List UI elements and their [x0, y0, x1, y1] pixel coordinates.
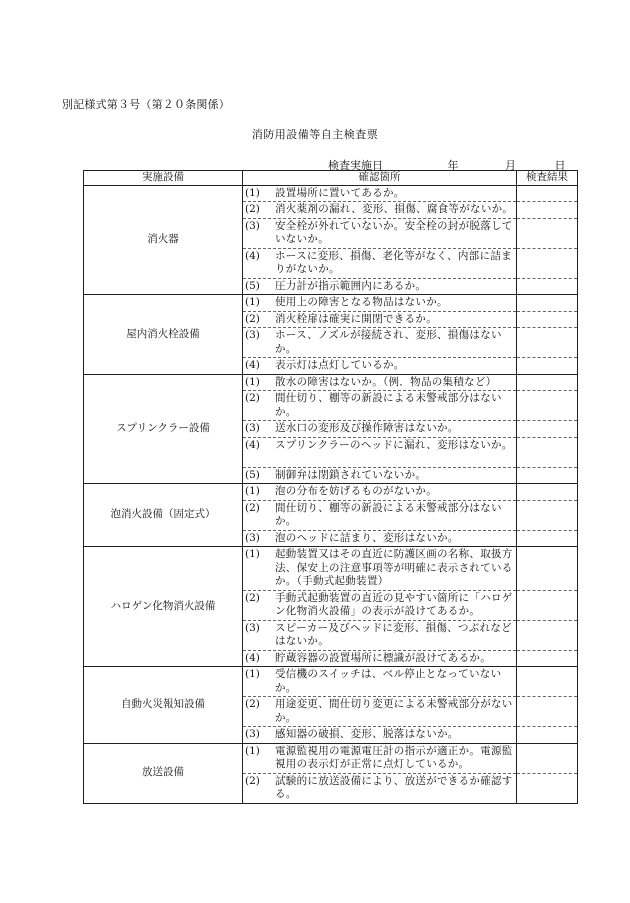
check-item-text: 試験的に放送設備により、放送ができるか確認する。 [275, 774, 513, 800]
check-item [243, 667, 516, 697]
check-item [243, 484, 516, 501]
check-item-text: スプリンクラーのヘッドに漏れ、変形はないか。 [275, 438, 513, 451]
result-entry[interactable] [517, 697, 577, 727]
check-items-cell [243, 743, 517, 803]
check-item-text: 安全栓が外れていないか。安全栓の封が脱落していないか。 [275, 219, 513, 245]
check-item [243, 279, 516, 295]
table-row [84, 484, 578, 547]
check-item [243, 421, 516, 438]
check-item-number: (2) [245, 591, 260, 604]
header-result: 検査結果 [517, 171, 578, 186]
result-entry[interactable] [517, 219, 577, 249]
table-row [84, 185, 578, 295]
result-cell [517, 667, 578, 744]
equipment-cell: 自動火災報知設備 [84, 667, 243, 744]
check-item-number: (4) [245, 651, 260, 664]
check-item [243, 295, 516, 312]
check-item-number: (1) [245, 548, 260, 560]
check-item-text: 設置場所に置いてあるか。 [275, 186, 405, 199]
check-item-text: 表示灯は点灯しているか。 [275, 359, 405, 371]
result-entry[interactable] [517, 547, 577, 591]
result-cell [517, 484, 578, 547]
check-item [243, 774, 516, 803]
check-item [243, 312, 516, 329]
result-entry[interactable] [517, 328, 577, 358]
check-item-number: (3) [245, 621, 260, 634]
result-cell [517, 295, 578, 375]
check-item [243, 249, 516, 279]
check-item-text: 制御弁は閉鎖されていないか。 [275, 468, 427, 481]
check-item-number: (1) [245, 375, 260, 388]
equipment-cell: 泡消火設備（固定式） [84, 484, 243, 547]
table-header-row [84, 171, 578, 186]
check-item [243, 391, 516, 421]
result-entry[interactable] [517, 295, 577, 312]
check-item-text: スピーカー及びヘッドに変形、損傷、つぶれなどはないか。 [275, 621, 512, 647]
result-entry[interactable] [517, 421, 577, 438]
header-equipment: 実施設備 [84, 171, 243, 186]
check-item-number: (1) [245, 186, 260, 199]
check-item [243, 202, 516, 219]
check-item-number: (1) [245, 744, 260, 757]
check-item [243, 468, 516, 484]
check-item-text: 圧力計が指示範囲内にあるか。 [275, 279, 427, 292]
check-item [243, 531, 516, 547]
check-item-text: 用途変更、間仕切り変更による未警戒部分がないか。 [275, 698, 513, 724]
check-item-number: (4) [245, 359, 260, 371]
check-item-number: (2) [245, 392, 260, 404]
check-items-cell [243, 374, 517, 484]
result-entry[interactable] [517, 312, 577, 329]
table-row [84, 743, 578, 803]
result-entry[interactable] [517, 375, 577, 392]
check-items-cell [243, 295, 517, 375]
check-items-cell [243, 547, 517, 667]
inspection-table [83, 170, 578, 804]
check-item-number: (5) [245, 468, 260, 481]
check-item [243, 547, 516, 591]
result-entry[interactable] [517, 391, 577, 421]
check-item-number: (4) [245, 249, 260, 262]
check-item-text: ホース、ノズルが接続され、変形、損傷はないか。 [275, 329, 502, 355]
check-item-number: (2) [245, 774, 260, 787]
check-item [243, 651, 516, 667]
check-item [243, 727, 516, 743]
check-item [243, 375, 516, 392]
check-item-text: 送水口の変形及び操作障害はないか。 [275, 422, 459, 434]
check-item-text: 泡のヘッドに詰まり、変形はないか。 [275, 531, 459, 544]
result-cell [517, 743, 578, 803]
check-item-number: (1) [245, 668, 260, 680]
check-item-number: (2) [245, 203, 260, 215]
check-item-number: (2) [245, 312, 260, 325]
check-item-text: 起動装置又はその直近に防護区画の名称、取扱方法、保安上の注意事項等が明確に表示されているか。（手動式起動装置） [275, 548, 513, 587]
result-entry[interactable] [517, 651, 577, 667]
form-number: 別記様式第３号（第２０条関係） [62, 98, 230, 111]
check-item-text: 感知器の破損、変形、脱落はないか。 [275, 728, 459, 740]
table-row [84, 667, 578, 744]
result-entry[interactable] [517, 249, 577, 279]
result-entry[interactable] [517, 279, 577, 295]
check-item [243, 621, 516, 651]
check-item-text: 消火栓扉は確実に開閉できるか。 [275, 312, 437, 325]
header-locations: 確認箇所 [243, 171, 517, 186]
date-month-label: 月 [505, 159, 516, 172]
check-items-cell [243, 185, 517, 295]
equipment-cell: 屋内消火栓設備 [84, 295, 243, 375]
equipment-cell: 消火器 [84, 185, 243, 295]
check-item-text: 間仕切り、棚等の新設による未警戒部分はないか。 [275, 501, 502, 527]
document-title: 消防用設備等自主検査票 [251, 128, 379, 141]
check-items-cell [243, 484, 517, 547]
check-item [243, 591, 516, 621]
result-cell [517, 547, 578, 667]
check-item [243, 744, 516, 774]
result-entry[interactable] [517, 744, 577, 774]
result-entry[interactable] [517, 358, 577, 374]
check-item-text: 使用上の障害となる物品はないか。 [275, 296, 448, 308]
date-year-label: 年 [447, 159, 459, 172]
result-entry[interactable] [517, 501, 577, 531]
check-item-number: (1) [245, 296, 260, 308]
check-item-number: (2) [245, 501, 260, 514]
result-entry[interactable] [517, 591, 577, 621]
result-entry[interactable] [517, 202, 577, 219]
result-cell [517, 374, 578, 484]
check-item-text: 間仕切り、棚等の新設による未警戒部分はないか。 [275, 392, 502, 418]
result-entry[interactable] [517, 468, 577, 484]
check-item [243, 219, 516, 249]
check-item-text: 散水の障害はないか。（例．物品の集積など） [275, 375, 497, 388]
inspection-date-label: 検査実施日 [328, 159, 383, 172]
check-item-text: 手動式起動装置の直近の見やすい箇所に「ハロゲン化物消火設備」の表示が設けてあるか。 [275, 591, 513, 617]
check-item-text: 泡の分布を妨げるものがないか。 [275, 485, 437, 497]
equipment-cell: 放送設備 [84, 743, 243, 803]
check-item-number: (3) [245, 728, 260, 740]
check-item [243, 501, 516, 531]
check-items-cell [243, 667, 517, 744]
check-item [243, 697, 516, 727]
result-entry[interactable] [517, 186, 577, 203]
check-item [243, 358, 516, 374]
result-entry[interactable] [517, 484, 577, 501]
check-item-number: (3) [245, 531, 260, 544]
check-item-text: 貯蔵容器の設置場所に標識が設けてあるか。 [275, 651, 491, 664]
result-entry[interactable] [517, 667, 577, 697]
equipment-cell: ハロゲン化物消火設備 [84, 547, 243, 667]
table-row [84, 547, 578, 667]
check-item-number: (3) [245, 329, 260, 341]
check-item-number: (1) [245, 485, 260, 497]
check-item-number: (5) [245, 279, 260, 292]
result-entry[interactable] [517, 438, 577, 468]
check-item [243, 438, 516, 468]
result-entry[interactable] [517, 774, 577, 803]
result-entry[interactable] [517, 531, 577, 547]
check-item-number: (3) [245, 219, 260, 232]
equipment-cell: スプリンクラー設備 [84, 374, 243, 484]
check-item-text: ホースに変形、損傷、老化等がなく、内部に詰まりがないか。 [275, 249, 512, 275]
check-item-text: 受信機のスイッチは、ベル停止となっていないか。 [275, 668, 502, 694]
date-day-label: 日 [554, 159, 566, 172]
check-item-number: (4) [245, 438, 260, 451]
result-cell [517, 185, 578, 295]
result-entry[interactable] [517, 621, 577, 651]
check-item-number: (2) [245, 698, 260, 710]
check-item-text: 消火薬剤の漏れ、変形、損傷、腐食等がないか。 [275, 203, 514, 215]
check-item-text: 電源監視用の電源電圧計の指示が適正か。電源監視用の表示灯が正常に点灯しているか。 [275, 744, 513, 770]
check-item [243, 328, 516, 358]
table-row [84, 295, 578, 375]
check-item [243, 186, 516, 203]
table-row [84, 374, 578, 484]
check-item-number: (3) [245, 422, 260, 434]
result-entry[interactable] [517, 727, 577, 743]
